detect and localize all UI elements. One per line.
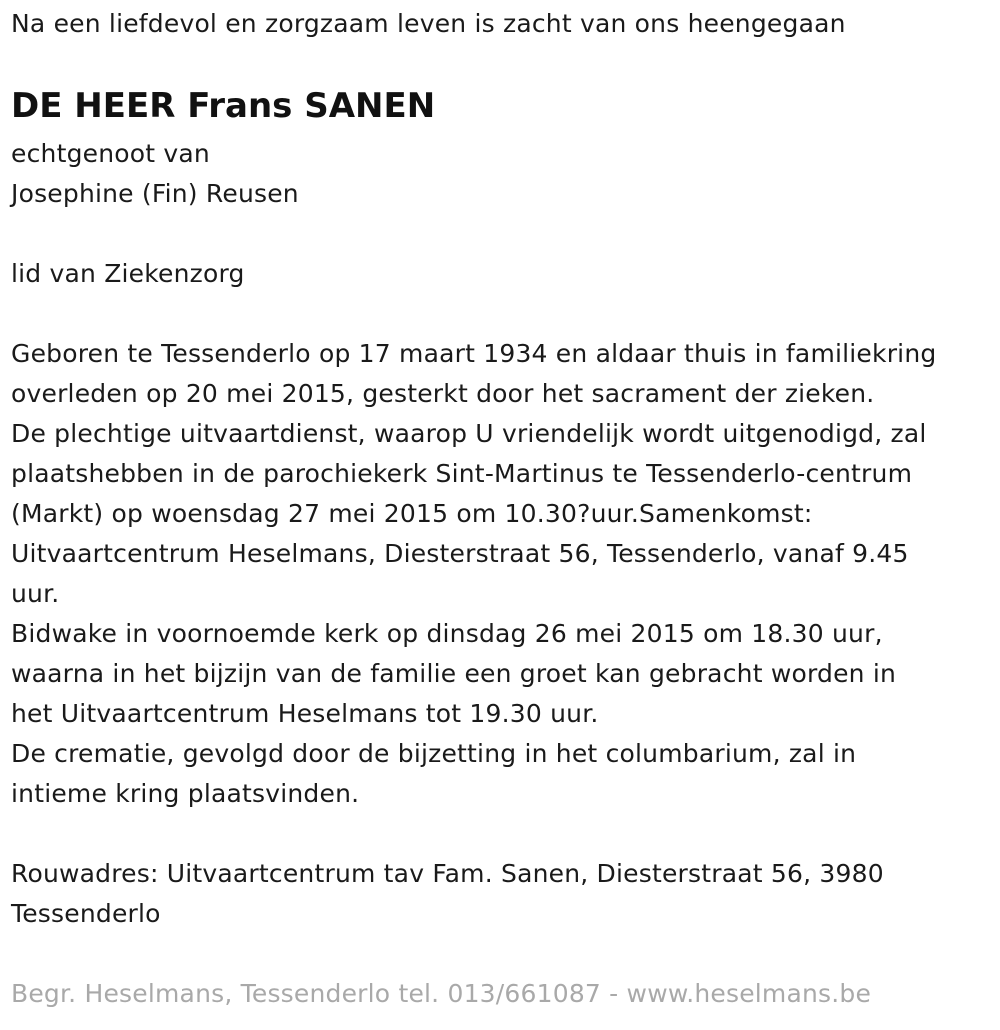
body-line: uur. bbox=[11, 579, 60, 608]
spouse-label: echtgenoot van bbox=[11, 139, 210, 168]
body-line: overleden op 20 mei 2015, gesterkt door het sacrament der zieken. bbox=[11, 379, 875, 408]
body-line: Uitvaartcentrum Heselmans, Diesterstraat 56, Tessenderlo, vanaf 9.45 bbox=[11, 539, 909, 568]
body-line: De crematie, gevolgd door de bijzetting in het columbarium, zal in bbox=[11, 739, 857, 768]
body-line: De plechtige uitvaartdienst, waarop U vriendelijk wordt uitgenodigd, zal bbox=[11, 419, 927, 448]
body-text-block bbox=[11, 334, 936, 814]
intro-text: Na een liefdevol en zorgzaam leven is zacht van ons heengegaan bbox=[11, 9, 846, 38]
body-line: (Markt) op woensdag 27 mei 2015 om 10.30?uur.Samenkomst: bbox=[11, 499, 813, 528]
body-line: het Uitvaartcentrum Heselmans tot 19.30 uur. bbox=[11, 699, 599, 728]
address-block bbox=[11, 854, 884, 934]
membership-text: lid van Ziekenzorg bbox=[11, 259, 245, 288]
membership-block bbox=[11, 254, 245, 294]
funeral-home-footer: Begr. Heselmans, Tessenderlo tel. 013/661087 - www.heselmans.be bbox=[11, 979, 872, 1008]
address-line: Tessenderlo bbox=[11, 899, 161, 928]
spouse-block bbox=[11, 134, 299, 214]
body-line: waarna in het bijzijn van de familie een groet kan gebracht worden in bbox=[11, 659, 897, 688]
deceased-name-heading: DE HEER Frans SANEN bbox=[11, 86, 436, 126]
spouse-name: Josephine (Fin) Reusen bbox=[11, 179, 299, 208]
body-line: intieme kring plaatsvinden. bbox=[11, 779, 360, 808]
address-line: Rouwadres: Uitvaartcentrum tav Fam. Sanen, Diesterstraat 56, 3980 bbox=[11, 859, 884, 888]
body-line: Bidwake in voornoemde kerk op dinsdag 26 mei 2015 om 18.30 uur, bbox=[11, 619, 883, 648]
body-line: Geboren te Tessenderlo op 17 maart 1934 en aldaar thuis in familiekring bbox=[11, 339, 937, 368]
body-line: plaatshebben in de parochiekerk Sint-Martinus te Tessenderlo-centrum bbox=[11, 459, 913, 488]
